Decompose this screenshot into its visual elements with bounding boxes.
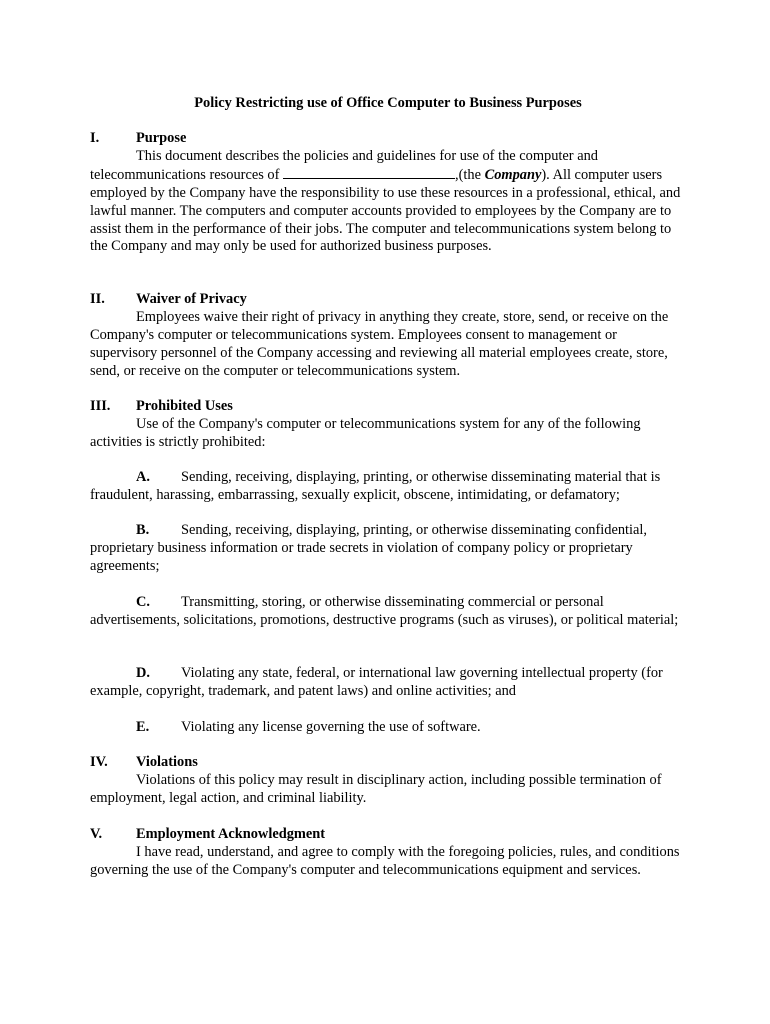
section-waiver-of-privacy xyxy=(90,291,686,381)
section-numeral: III. xyxy=(90,398,111,414)
item-letter: B. xyxy=(136,522,150,538)
purpose-text-start: This document describes the policies and guidelines for use of the computer and telecommunications resources of xyxy=(90,147,598,183)
item-letter: E. xyxy=(136,719,150,735)
section-title: Prohibited Uses xyxy=(136,398,233,414)
item-text: Violating any license governing the use of software. xyxy=(181,719,481,735)
section-employment-acknowledgment xyxy=(90,826,686,880)
section-numeral: V. xyxy=(90,826,103,842)
prohibited-item-e xyxy=(90,719,686,737)
section-heading xyxy=(90,826,686,844)
section-purpose xyxy=(90,130,686,256)
section-body: I have read, understand, and agree to comply with the foregoing policies, rules, and conditions governing the use of the Company's computer and telecommunications equipment and services. xyxy=(90,843,680,878)
section-numeral: II. xyxy=(90,291,105,307)
prohibited-item-b xyxy=(90,522,686,576)
company-name-blank[interactable] xyxy=(283,166,455,179)
section-body: Violations of this policy may result in disciplinary action, including possible termination of employment, legal action, and criminal liability. xyxy=(90,771,662,806)
section-body xyxy=(90,148,686,256)
item-letter: D. xyxy=(136,665,150,681)
item-text: Violating any state, federal, or international law governing intellectual property (for example, copyright, trademark, and patent laws) and online activities; and xyxy=(90,665,663,699)
section-title: Waiver of Privacy xyxy=(136,291,247,307)
document-title: Policy Restricting use of Office Computer to Business Purposes xyxy=(194,95,582,111)
section-title: Purpose xyxy=(136,130,187,146)
section-violations xyxy=(90,754,686,808)
item-letter: A. xyxy=(136,469,150,485)
section-numeral: IV. xyxy=(90,754,108,770)
section-title: Employment Acknowledgment xyxy=(136,826,326,842)
section-heading xyxy=(90,754,686,772)
section-title: Violations xyxy=(136,754,198,770)
item-text: Sending, receiving, displaying, printing, or otherwise disseminating confidential, proprietary business information or trade secrets in violation of company policy or proprietary agreements; xyxy=(90,522,648,574)
item-text: Sending, receiving, displaying, printing, or otherwise disseminating material that is fraudulent, harassing, embarrassing, sexually explicit, obscene, intimidating, or defamatory; xyxy=(90,469,661,503)
prohibited-item-a xyxy=(90,469,686,505)
item-text: Transmitting, storing, or otherwise disseminating commercial or personal advertisements, solicitations, promotions, destructive programs (such as viruses), or political material; xyxy=(90,594,679,628)
section-heading xyxy=(90,291,686,309)
section-heading xyxy=(90,130,686,148)
section-numeral: I. xyxy=(90,130,100,146)
item-letter: C. xyxy=(136,594,150,610)
section-body: Use of the Company's computer or telecommunications system for any of the following activities is strictly prohibited: xyxy=(90,415,641,450)
prohibited-item-c xyxy=(90,594,686,630)
company-defined-term: Company xyxy=(484,166,542,183)
section-heading xyxy=(90,398,686,416)
section-prohibited-uses xyxy=(90,398,686,452)
purpose-text-end: ). All computer users employed by the Company have the responsibility to use these resources in a professional, ethical, and lawful manner. The computers and computer accounts provided to employees by the Company are to assist them in the performance of their jobs. The computer and telecommunications system belong to the Company and may only be used for authorized business purposes. xyxy=(90,166,681,255)
prohibited-item-d xyxy=(90,665,686,701)
purpose-text-the: ,(the xyxy=(455,166,485,183)
section-body: Employees waive their right of privacy in anything they create, store, send, or receive on the Company's computer or telecommunications system. Employees consent to management or supervisory personnel of the Company accessing and reviewing all material employees create, store, send, or receive on the computer or telecommunications system. xyxy=(90,308,669,379)
